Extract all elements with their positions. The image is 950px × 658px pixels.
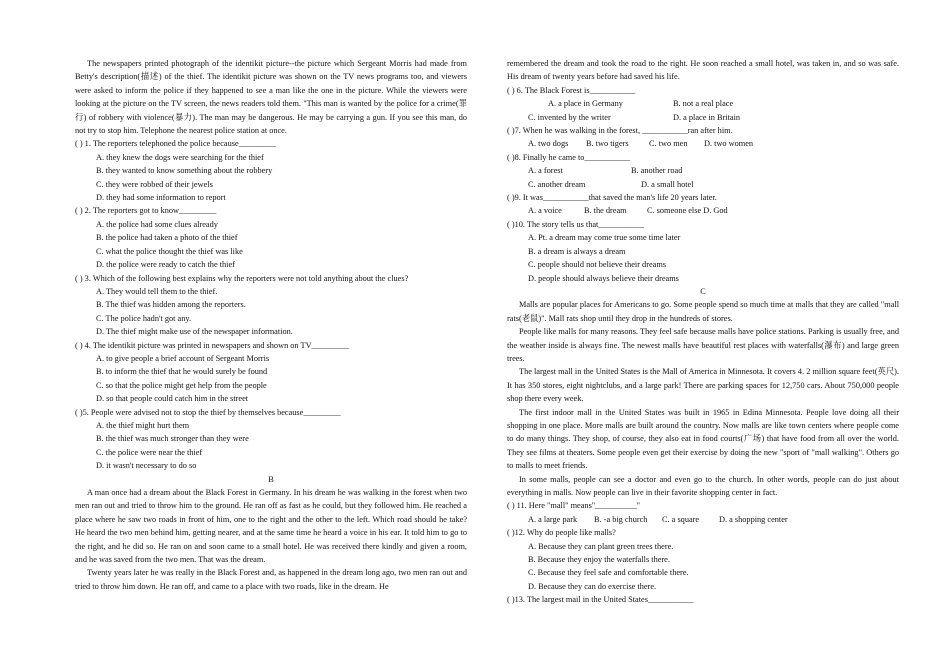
q6-options-row2 <box>507 111 899 124</box>
q8-option-a: A. a forest <box>528 166 563 176</box>
q8-options-row2 <box>507 178 899 191</box>
passage-c-part3: The largest mall in the United States is the Mall of America in Minnesota. It covers 4. 2 million square feet(英尺). It has 350 stores, eight nightclubs, and a large park! There are parking spaces for 12,750 cars. About 750,000 people shop there every week. <box>507 367 899 404</box>
question-1: ( ) 1. The reporters telephoned the police because_________ <box>75 139 276 149</box>
q5-option-b: B. the thief was much stronger than they were <box>96 434 249 444</box>
q1-option-b: B. they wanted to know something about the robbery <box>96 166 273 176</box>
left-column <box>75 57 467 593</box>
q8-options-row1 <box>507 164 899 177</box>
q3-option-a: A. They would tell them to the thief. <box>96 286 218 296</box>
q9-option-cd: C. someone else D. God <box>647 206 728 216</box>
q7-option-d: D. two women <box>704 139 754 149</box>
q12-option-a: A. Because they can plant green trees there. <box>528 541 674 551</box>
passage-c-part5: In some malls, people can see a doctor and even go to the church. In other words, people can do just about everything in malls. Now people can live in their favorite shopping center in fact. <box>507 474 899 497</box>
q8-option-d: D. a small hotel <box>641 179 694 189</box>
q7-options <box>507 137 899 150</box>
q12-option-c: C. Because they feel safe and comfortable there. <box>528 568 689 578</box>
question-11: ( ) 11. Here "mall" means"__________" <box>507 501 641 511</box>
q1-option-a: A. they knew the dogs were searching for the thief <box>96 152 264 162</box>
q4-option-c: C. so that the police might get help from the people <box>96 380 267 390</box>
q7-option-c: C. two men <box>649 139 688 149</box>
q10-option-a: A. Pt. a dream may come true some time later <box>528 233 681 243</box>
q6-options-row1 <box>507 97 899 110</box>
q9-options <box>507 204 899 217</box>
q5-option-a: A. the thief might hurt them <box>96 420 190 430</box>
question-6: ( ) 6. The Black Forest is___________ <box>507 85 636 95</box>
q11-option-a: A. a large park <box>528 514 578 524</box>
q5-option-d: D. it wasn't necessary to do so <box>96 461 197 471</box>
q7-option-a: A. two dogs <box>528 139 569 149</box>
q1-option-d: D. they had some information to report <box>96 193 226 203</box>
right-column <box>507 57 899 607</box>
q2-option-d: D. the police were ready to catch the thief <box>96 260 235 270</box>
q2-option-c: C. what the police thought the thief was like <box>96 246 243 256</box>
q2-option-b: B. the police had taken a photo of the thief <box>96 233 238 243</box>
q4-option-d: D. so that people could catch him in the street <box>96 394 249 404</box>
passage-b-part1: A man once had a dream about the Black Forest in Germany. In his dream he was walking in the forest when two men ran out and tried to throw him to the ground. He ran off as fast as he could, but they followed him. He reached a place where he saw two roads in front of him, one to the right and the other to the left. Which road should he take? He heard the two men behind him, getting nearer, and at the same time he heard a voice in his ear. It told him to go to the right, and he did so. He ran on and soon came to a small hotel. He was received there kindly and given a room, and he was saved from the two men. That was the dream. <box>75 488 467 565</box>
passage-c-part4: The first indoor mall in the United States was built in 1965 in Edina Minnesota. People love doing all their shopping in one place. More malls are built around the country. Now malls are like town centers where people come to do many things. They shop, of course, they also eat in food courts(广场) that have food from all over the world. They see films at theaters. Some people even get their exercise by doing the new "sport of "mall walking". Others go to malls to meet friends. <box>507 407 899 471</box>
question-9: ( )9. It was___________that saved the man's life 20 years later. <box>507 193 717 203</box>
q11-option-d: D. a shopping center <box>719 514 788 524</box>
q6-option-b: B. not a real place <box>673 99 734 109</box>
q11-options <box>507 513 899 526</box>
section-c-heading: C <box>700 286 706 296</box>
q12-option-d: D. Because they can do exercise there. <box>528 581 657 591</box>
q3-option-d: D. The thief might make use of the newspaper information. <box>96 327 293 337</box>
question-2: ( ) 2. The reporters got to know_________ <box>75 206 217 216</box>
q9-option-a: A. a voice <box>528 206 562 216</box>
q12-option-b: B. Because they enjoy the waterfalls there. <box>528 555 670 565</box>
q7-option-b: B. two tigers <box>586 139 629 149</box>
q1-option-c: C. they were robbed of their jewels <box>96 179 213 189</box>
q9-option-b: B. the dream <box>584 206 627 216</box>
question-3: ( ) 3. Which of the following best explains why the reporters were not told anything about the clues? <box>75 273 409 283</box>
q6-option-d: D. a place in Britain <box>673 112 741 122</box>
question-7: ( )7. When he was walking in the forest, ___________ran after him. <box>507 126 733 136</box>
question-8: ( )8. Finally he came to___________ <box>507 152 631 162</box>
q5-option-c: C. the police were near the thief <box>96 447 203 457</box>
question-12: ( )12. Why do people like malls? <box>507 528 616 538</box>
passage-c-part1: Malls are popular places for Americans to go. Some people spend so much time at malls that they are called "mall rats(老鼠)". Mall rats shop until they drop in the hundreds of stores. <box>507 300 899 323</box>
q4-option-a: A. to give people a brief account of Sergeant Morris <box>96 353 270 363</box>
passage-b-part2: Twenty years later he was really in the Black Forest and, as happened in the dream long ago, two men ran out and tried to throw him down. He ran off, and came to a place with two roads, like in the dream. He <box>75 568 467 591</box>
question-13: ( )13. The largest mail in the United States___________ <box>507 595 694 605</box>
q6-option-c: C. invented by the writer <box>528 112 611 122</box>
q8-option-b: B. another road <box>631 166 683 176</box>
q11-option-b: B. -a big church <box>594 514 648 524</box>
passage-b-part3: remembered the dream and took the road to the right. He soon reached a small hotel, was taken in, and so was safe. His dream of twenty years before had saved his life. <box>507 59 899 82</box>
passage-a: The newspapers printed photograph of the identikit picture--the picture which Sergeant Morris had made from Betty's description(描述) of the thief. The identikit picture was shown on the TV news programs too, and viewers were asked to inform the police if they happened to see a man like the one in the picture. While the viewers were looking at the picture on the TV screen, the news readers told them. "This man is wanted by the police for a crime(罪行) of robbery with violence(暴力). The man may be dangerous. He may be carrying a gun. If you see this man, do not try to stop him. Telephone the nearest police station at once. <box>75 59 467 136</box>
question-5: ( )5. People were advised not to stop the thief by themselves because_________ <box>75 407 341 417</box>
q8-option-c: C. another dream <box>528 179 586 189</box>
q11-option-c: C. a square <box>662 514 700 524</box>
section-b-heading: B <box>268 474 274 484</box>
q3-option-c: C. The police hadn't got any. <box>96 313 192 323</box>
passage-c-part2: People like malls for many reasons. They feel safe because malls have police stations. Parking is usually free, and the weather inside is always fine. The newest malls have beautiful rest places with waterfalls(瀑布) and large green trees. <box>507 327 899 363</box>
q4-option-b: B. to inform the thief that he would surely be found <box>96 367 268 377</box>
question-4: ( ) 4. The identikit picture was printed in newspapers and shown on TV_________ <box>75 340 349 350</box>
question-10: ( )10. The story tells us that___________ <box>507 219 644 229</box>
q2-option-a: A. the police had some clues already <box>96 219 218 229</box>
q6-option-a: A. a place in Germany <box>548 99 623 109</box>
q3-option-b: B. The thief was hidden among the reporters. <box>96 300 246 310</box>
q10-option-d: D. people should always believe their dreams <box>528 273 679 283</box>
q10-option-c: C. people should not believe their dreams <box>528 260 667 270</box>
q10-option-b: B. a dream is always a dream <box>528 246 626 256</box>
